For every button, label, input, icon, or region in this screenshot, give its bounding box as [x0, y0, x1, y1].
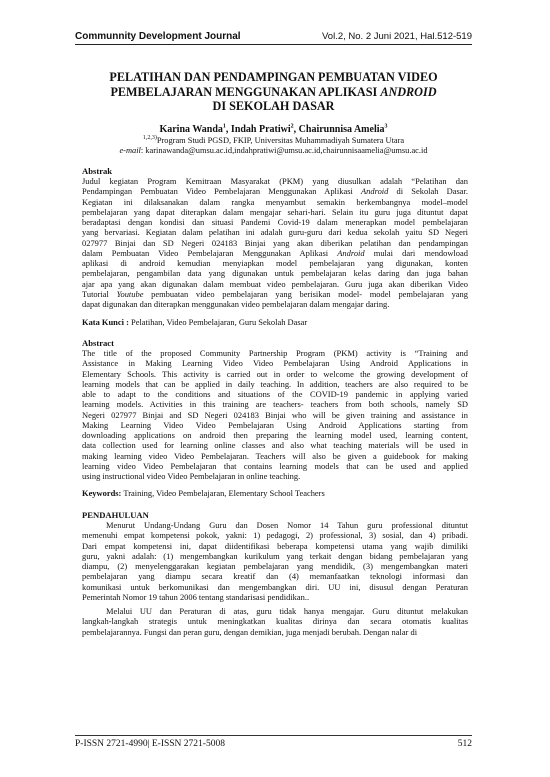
text-line: Pemerintah Nomor 19 tahun 2006 tentang standarisasi pendidikan.. — [82, 591, 310, 602]
text-line: ajar apa yang akan digunakan dalam membuat video pembelajaran. Guru juga akan diberikan Video — [82, 278, 468, 289]
text-line: downloading applications on android then preparing the learning model used, learning content, — [82, 430, 468, 440]
author-sep: , — [293, 124, 299, 135]
author-3: Chairunnisa Amelia — [298, 124, 385, 135]
affiliation-sup: 1,2,3) — [142, 135, 157, 142]
pendahuluan-heading: PENDAHULUAN — [82, 510, 149, 520]
author-3-sup: 3 — [384, 123, 388, 130]
title-line-3: DI SEKOLAH DASAR — [212, 99, 335, 113]
text-line: Assistance in Making Learning Video Video Pembelajaran Using Android Applications in — [82, 358, 468, 369]
text-line: pembelajaran yang dapat diterapkan dalam mengajar sehari-hari. Selain itu guru juga dituntut dapat — [82, 206, 468, 217]
abstrak-body — [82, 176, 468, 309]
text-line: Judul kegiatan Program Kemitraan Masyarakat (PKM) yang diusulkan adalah “Pelatihan dan — [82, 176, 468, 186]
kata-kunci-label: Kata Kunci : — [82, 317, 129, 327]
abstrak-heading: Abstrak — [82, 166, 113, 176]
email-label: e-mail — [119, 146, 141, 155]
text-line: dalam Pembuatan Video Pembelajaran Menggunakan Aplikasi Android mulai dari mendowload — [82, 247, 468, 258]
header-divider — [75, 44, 472, 45]
text-line: Making Learning Video Video Pembelajaran Using Android Applications starting from — [82, 419, 468, 430]
author-1: Karina Wanda — [159, 124, 223, 135]
text-line: Negeri 027977 Binjai and SD Negeri 024183 Binjai who will be given training and assistance in — [82, 409, 468, 420]
text-line: Menurut Undang-Undang Guru dan Dosen Nomor 14 Tahun guru professional dituntut — [106, 520, 468, 530]
text-line: able to adapt to the conditions and situations of the COVID-19 pandemic in applying varied — [82, 389, 468, 399]
title-line-1: PELATIHAN DAN PENDAMPINGAN PEMBUATAN VIDEO — [109, 70, 438, 84]
text-line: beradaptasi dengan kondisi dan situasi Pandemi Covid-19 dalam menerapkan model pembelajaran — [82, 217, 468, 227]
kata-kunci-text: Pelatihan, Video Pembelajaran, Guru Sekolah Dasar — [128, 317, 308, 327]
text-line: komunikasi untuk berkomunikasi dan mengembangkan diri. UU ini, disusul dengan Peraturan — [82, 581, 468, 592]
text-line: Dari empat kompetensi ini, dapat diidentifikasi beberapa kompetensi utama yang wajib dimiliki — [82, 540, 468, 551]
issn-info: P-ISSN 2721-4990| E-ISSN 2721-5008 — [75, 739, 225, 749]
keywords — [82, 488, 468, 498]
text-line: yang bervariasi. Kegiatan dalam pelatihan ini adalah guru-guru dari kedua sekolah yaitu SD Negeri — [82, 227, 468, 238]
italic-term: Android — [361, 186, 389, 197]
pendahuluan-paragraph-1 — [82, 520, 468, 602]
kata-kunci — [82, 317, 468, 327]
running-header — [75, 29, 472, 43]
author-2-sup: 2 — [290, 123, 294, 130]
page-footer — [75, 738, 472, 750]
paper-title — [75, 70, 472, 114]
text-line: The title of the proposed Community Partnership Program (PKM) activity is “Training and — [82, 348, 468, 358]
text-line: Tutorial Youtube pembuatan video pembelajaran yang berisikan model- model pembelajaran yang — [82, 288, 468, 299]
email-addresses: : karinawanda@umsu.ac.id,indahpratiwi@umsu.ac.id,chairunnisaamelia@umsu.ac.id — [140, 146, 428, 155]
abstract-body — [82, 348, 468, 481]
text-line: 027977 Binjai dan SD Negeri 024183 Binjai yang akan diberikan pelatihan dan pendampingan — [82, 237, 468, 248]
italic-term: Android — [337, 247, 365, 258]
text-line: langkah-langkah strategis untuk meningkatkan kualitas dirinya dan secara otomatis kualitas — [82, 616, 468, 627]
volume-info: Vol.2, No. 2 Juni 2021, Hal.512-519 — [322, 31, 472, 42]
abstract-heading: Abstract — [82, 338, 114, 348]
footer-divider — [75, 735, 472, 736]
author-2: Indah Pratiwi — [230, 124, 291, 135]
text-line: Elementary Schools. This activity is carried out in order to welcome the growing development of — [82, 368, 468, 379]
keywords-text: Training, Video Pembelajaran, Elementary School Teachers — [121, 488, 325, 498]
email-line — [75, 146, 472, 157]
keywords-label: Keywords: — [82, 488, 122, 498]
affiliation — [75, 136, 472, 147]
text-line: pembelajaran yang diampu secara kreatif dan (4) memanfaatkan teknologi informasi dan — [82, 571, 468, 582]
text-line: learning models that can be applied in daily teaching. In addition, teachers are also required to be — [82, 378, 468, 389]
text-line: learning video Video Pembelajaran that contains learning models that can be used and applied — [82, 460, 468, 471]
text-line: memenuhi empat kompetensi pokok, yakni: 1) pedagogi, 2) professional, 3) sosial, dan 4) pribadi. — [82, 530, 468, 541]
title-line-2-text: PEMBELAJARAN MENGGUNAKAN APLIKASI — [110, 84, 381, 99]
affiliation-text: Program Studi PGSD, FKIP, Universitas Muhammadiyah Sumatera Utara — [156, 136, 405, 145]
journal-name: Communnity Development Journal — [75, 31, 241, 42]
text-line: dapat digunakan dan diterapkan menggunakan video pembelajaran dalam mengajar daring. — [82, 299, 390, 309]
text-line: data collection used for learning online classes and also what teaching materials will be used in — [82, 440, 468, 451]
author-1-sup: 1 — [222, 123, 226, 130]
title-android: ANDROID — [380, 84, 437, 99]
text-line: Melalui UU dan Peraturan di atas, guru tidak hanya mengajar. Guru dituntut melakukan — [106, 606, 468, 616]
text-line: using instructional video Video Pembelajaran in online teaching. — [82, 471, 301, 481]
page-number: 512 — [457, 739, 472, 749]
text-line: pembelajarannya. Fungsi dan peran guru, dengan demikian, juga menjadi berubah. Dengan nalar di — [82, 626, 418, 637]
text-line: diampu, (2) menyelenggarakan kegiatan pembelajaran yang mendidik, (3) mengembangkan materi — [82, 561, 468, 571]
pendahuluan-paragraph-2 — [82, 606, 468, 637]
italic-term: Youtube — [116, 288, 144, 299]
text-line: pembelajaran, pengambilan data yang digunakan untuk pembelajaran kelas daring dan juga bahan — [82, 268, 468, 279]
author-sep: , — [225, 124, 231, 135]
text-line: aplikasi di android kemudian menyiapkan model pembelajaran yang digunakan, konten — [82, 258, 468, 268]
text-line: learning models. Activities in this training are teachers- teachers from both schools, namely SD — [82, 399, 468, 410]
text-line: Kegiatan ini dilaksanakan dalam rangka menyambut semakin berkembangnya model–model — [82, 196, 468, 207]
title-line-2 — [75, 85, 472, 100]
author-list — [75, 124, 472, 136]
text-line: making learning video Video Pembelajaran. Teachers will also be given a guidebook for making — [82, 450, 468, 461]
text-line: guru, yakni adalah: (1) mengembangkan kurikulum yang terkait dengan bidang pembelajaran yang — [82, 550, 468, 561]
text-line: Pendampingan Pembuatan Video Pembelajaran Menggunakan Aplikasi Android di Sekolah Dasar. — [82, 186, 468, 197]
